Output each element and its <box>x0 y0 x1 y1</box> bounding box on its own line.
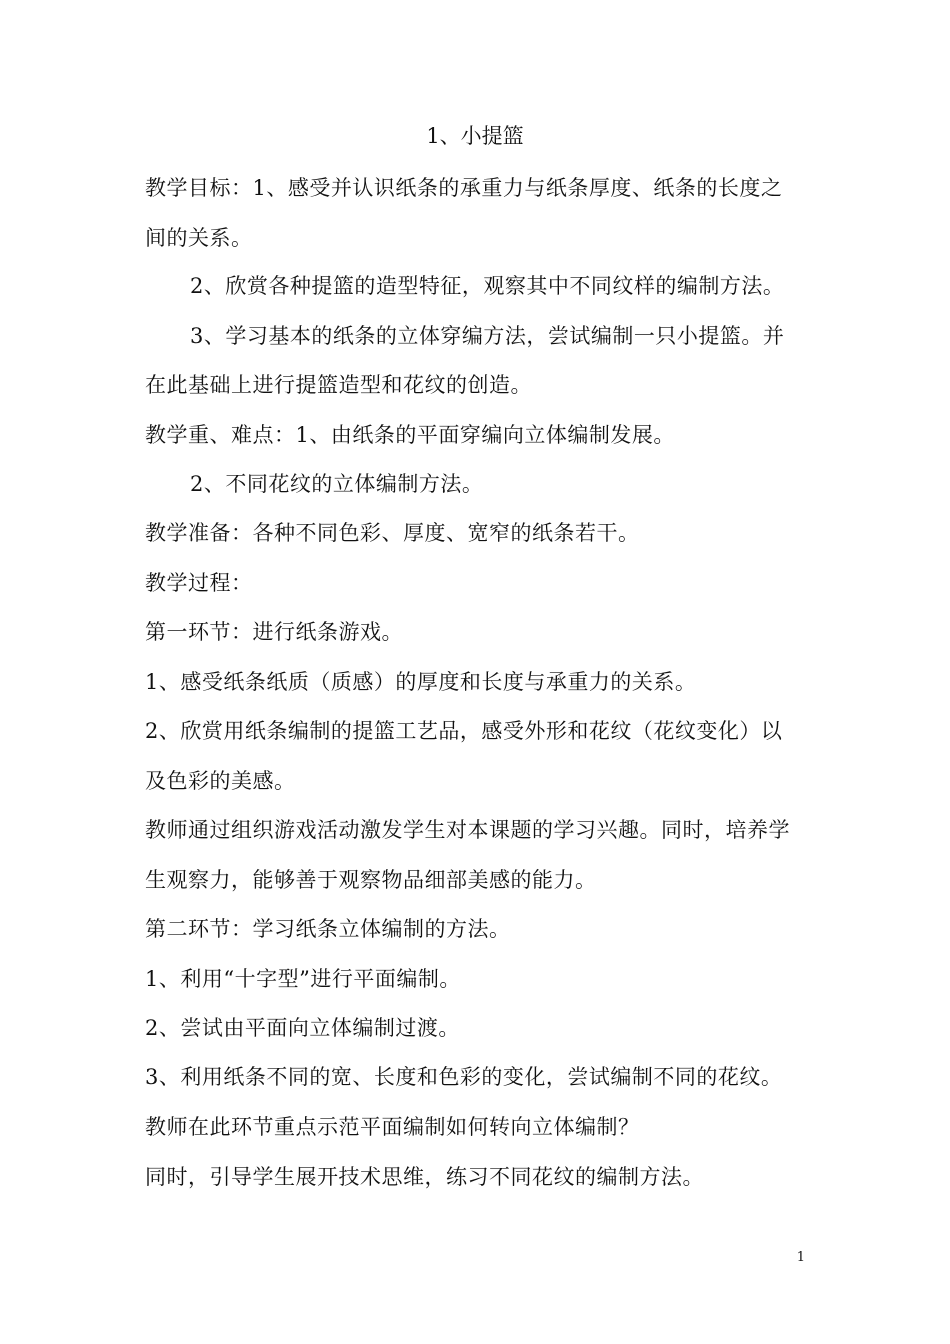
body-line-5: 在此基础上进行提篮造型和花纹的创造。 <box>145 373 532 397</box>
body-line-2: 间的关系。 <box>145 226 253 250</box>
page-number: 1 <box>796 1250 805 1265</box>
body-line-9: 教学过程： <box>145 571 253 595</box>
body-line-19: 3、利用纸条不同的宽、长度和色彩的变化，尝试编制不同的花纹。 <box>145 1065 783 1089</box>
body-line-12: 2、欣赏用纸条编制的提篮工艺品，感受外形和花纹（花纹变化）以 <box>145 719 783 743</box>
body-line-4: 3、学习基本的纸条的立体穿编方法，尝试编制一只小提篮。并 <box>190 324 785 348</box>
body-line-20: 教师在此环节重点示范平面编制如何转向立体编制？ <box>145 1115 640 1139</box>
body-line-15: 生观察力，能够善于观察物品细部美感的能力。 <box>145 868 597 892</box>
body-line-6: 教学重、难点：1、由纸条的平面穿编向立体编制发展。 <box>145 423 675 447</box>
body-line-8: 教学准备：各种不同色彩、厚度、宽窄的纸条若干。 <box>145 521 640 545</box>
body-line-21: 同时，引导学生展开技术思维，练习不同花纹的编制方法。 <box>145 1165 704 1189</box>
body-line-10: 第一环节：进行纸条游戏。 <box>145 620 403 644</box>
body-line-13: 及色彩的美感。 <box>145 769 296 793</box>
body-line-11: 1、感受纸条纸质（质感）的厚度和长度与承重力的关系。 <box>145 670 697 694</box>
body-line-17: 1、利用“十字型”进行平面编制。 <box>145 967 461 991</box>
body-line-3: 2、欣赏各种提篮的造型特征，观察其中不同纹样的编制方法。 <box>190 274 785 298</box>
document-title: 1、小提篮 <box>426 124 524 148</box>
body-line-14: 教师通过组织游戏活动激发学生对本课题的学习兴趣。同时，培养学 <box>145 818 790 842</box>
body-line-1: 教学目标：1、感受并认识纸条的承重力与纸条厚度、纸条的长度之 <box>145 176 783 200</box>
body-line-16: 第二环节：学习纸条立体编制的方法。 <box>145 917 511 941</box>
body-line-7: 2、不同花纹的立体编制方法。 <box>190 472 484 496</box>
body-line-18: 2、尝试由平面向立体编制过渡。 <box>145 1016 460 1040</box>
